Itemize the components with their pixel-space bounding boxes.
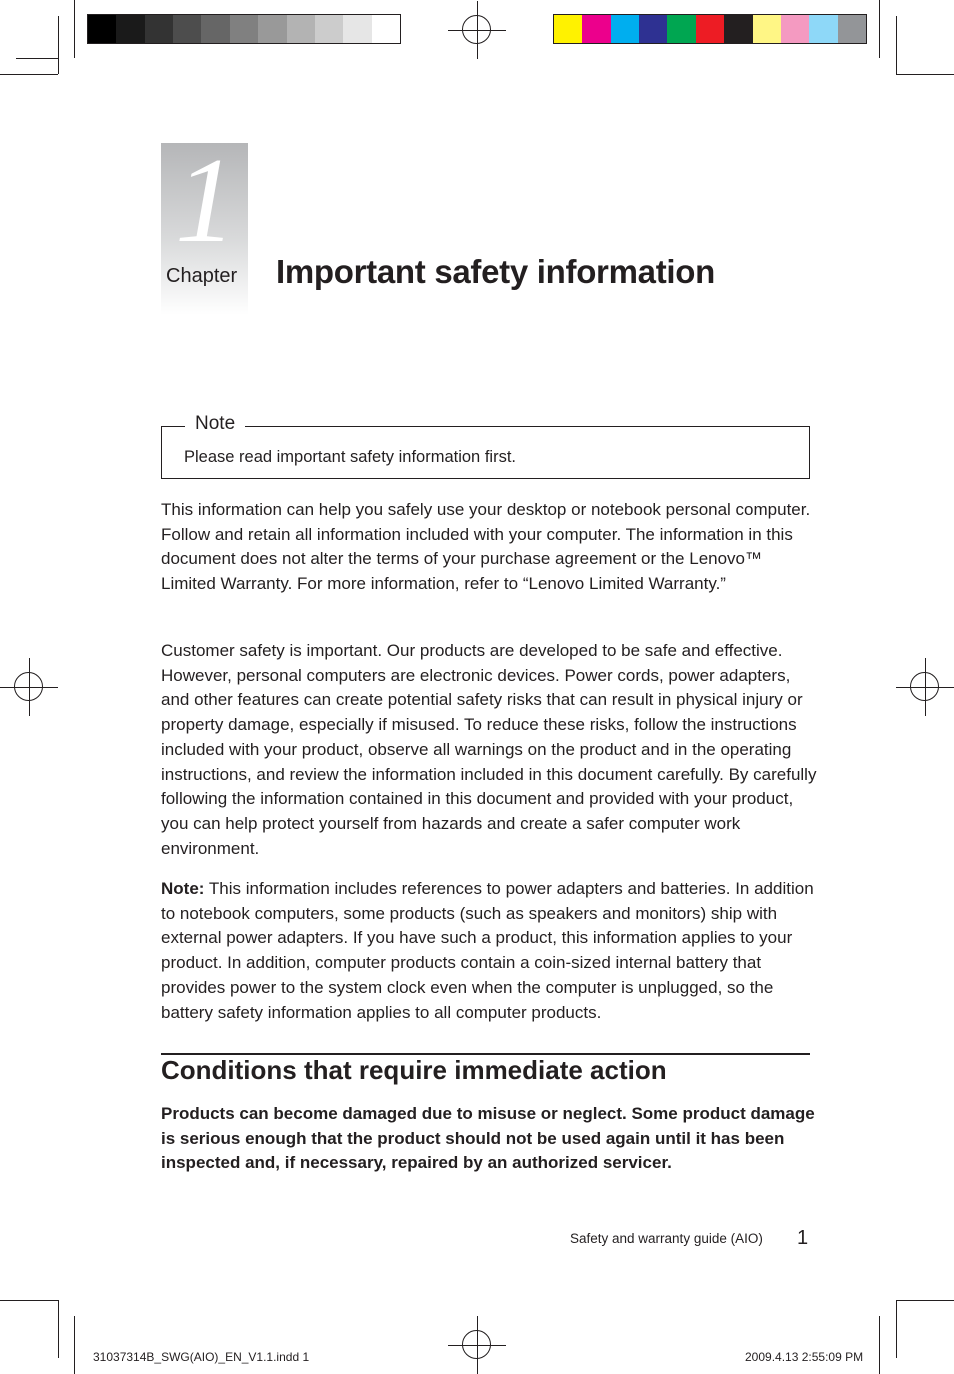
chapter-label: Chapter	[166, 265, 238, 287]
color-swatch	[838, 15, 866, 43]
color-swatch	[696, 15, 724, 43]
registration-mark-icon	[448, 1, 506, 59]
crop-mark	[16, 58, 58, 59]
registration-mark-icon	[0, 658, 58, 716]
color-swatch	[639, 15, 667, 43]
crop-mark	[879, 0, 880, 58]
slug-filename: 31037314B_SWG(AIO)_EN_V1.1.indd 1	[93, 1350, 310, 1364]
color-swatch	[667, 15, 695, 43]
registration-mark-icon	[448, 1316, 506, 1374]
note-label: Note:	[161, 879, 205, 898]
page-number: 1	[797, 1227, 809, 1249]
crop-mark	[896, 1300, 954, 1301]
note-text: Please read important safety information first.	[184, 448, 516, 466]
footer-guide-title: Safety and warranty guide (AIO)	[570, 1231, 763, 1246]
color-swatch	[753, 15, 781, 43]
color-swatch	[372, 15, 400, 43]
color-swatch	[315, 15, 343, 43]
color-swatch	[809, 15, 837, 43]
color-swatch	[781, 15, 809, 43]
crop-mark	[879, 1316, 880, 1374]
chapter-number: 1	[175, 133, 236, 268]
crop-mark	[74, 0, 75, 58]
note-paragraph-text: This information includes references to power adapters and batteries. In addition to notebook computers, some products (such as speakers and monitors) ship with external power adapters. If you have such a product, this information applies to your product. In addition, computer products contain a coin-sized internal battery that provides power to the system clock even when the computer is unplugged, so the battery safety information applies to all computer products.	[161, 879, 814, 1022]
section-title: Conditions that require immediate action	[161, 1055, 667, 1085]
registration-mark-icon	[896, 658, 954, 716]
color-swatch	[145, 15, 173, 43]
crop-mark	[896, 16, 897, 74]
note-paragraph	[161, 877, 821, 1025]
color-swatch	[173, 15, 201, 43]
color-swatch	[88, 15, 116, 43]
slug-timestamp: 2009.4.13 2:55:09 PM	[745, 1350, 864, 1364]
color-swatch	[554, 15, 582, 43]
color-swatch	[343, 15, 371, 43]
customer-safety-paragraph: Customer safety is important. Our products are developed to be safe and effective. However, personal computers are electronic devices. Power cords, power adapters, and other features can create potential safety risks that can result in physical injury or property damage, especially if misused. To reduce these risks, follow the instructions included with your product, observe all warnings on the product and in the operating instructions, and review the information included in this document carefully. By carefully following the information contained in this document and provided with your product, you can help protect yourself from hazards and create a safer computer work environment.	[161, 641, 817, 858]
color-swatch	[116, 15, 144, 43]
color-swatch	[611, 15, 639, 43]
color-swatch	[258, 15, 286, 43]
crop-mark	[896, 74, 954, 75]
crop-mark	[74, 1316, 75, 1374]
color-swatch	[201, 15, 229, 43]
chapter-title: Important safety information	[276, 253, 715, 290]
crop-mark	[58, 1300, 59, 1358]
grayscale-color-bar	[87, 14, 401, 44]
section-lead-paragraph: Products can become damaged due to misuse or neglect. Some product damage is serious enough that the product should not be used again until it has been inspected and, if necessary, repaired by an authorized servicer.	[161, 1104, 815, 1173]
color-swatch	[724, 15, 752, 43]
intro-paragraph: This information can help you safely use your desktop or notebook personal computer. Follow and retain all information included with your computer. The information in this document does not alter the terms of your purchase agreement or the Lenovo™ Limited Warranty. For more information, refer to “Lenovo Limited Warranty.”	[161, 500, 811, 594]
process-color-bar	[553, 14, 867, 44]
crop-mark	[0, 74, 58, 75]
crop-mark	[58, 16, 59, 74]
color-swatch	[230, 15, 258, 43]
crop-mark	[0, 1300, 58, 1301]
color-swatch	[287, 15, 315, 43]
crop-mark	[896, 1300, 897, 1358]
color-swatch	[582, 15, 610, 43]
note-heading: Note	[185, 413, 245, 435]
